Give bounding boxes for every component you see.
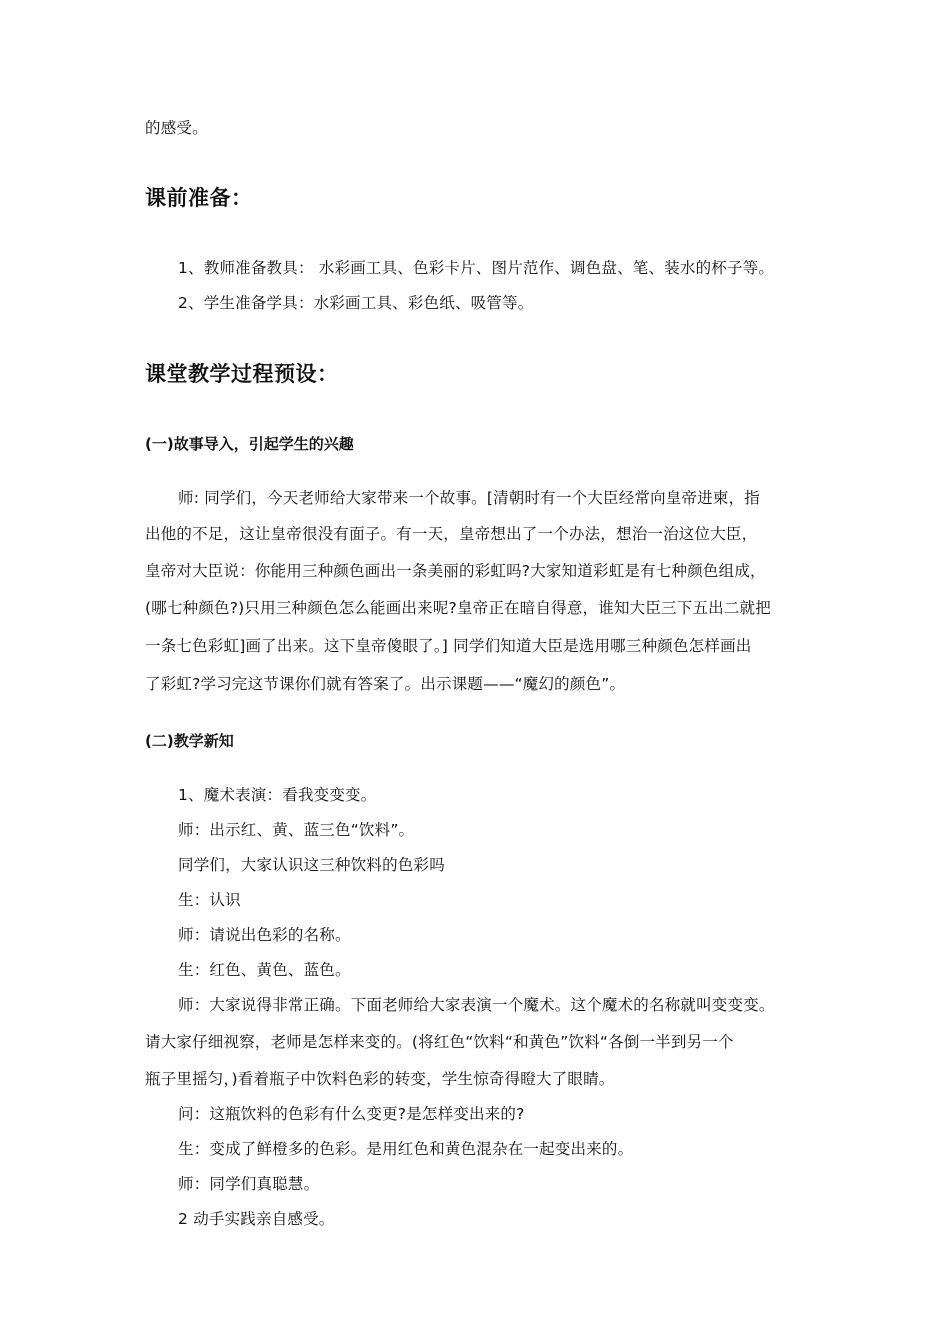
process-heading: 课堂教学过程预设：	[145, 362, 339, 386]
prep-item-1: 1、教师准备教具： 水彩画工具、色彩卡片、图片范作、调色盘、笔、装水的杯子等。	[178, 259, 775, 277]
section2-line: 生：变成了鲜橙多的色彩。是用红色和黄色混杂在一起变出来的。	[178, 1140, 634, 1158]
section2-line: 同学们，大家认识这三种饮料的色彩吗	[178, 856, 445, 874]
section2-line: 生：红色、黄色、蓝色。	[178, 961, 351, 979]
section2-line: 请大家仔细视察，老师是怎样来变的。(将红色“饮料“和黄色”饮料“各倒一半到另一个	[145, 1033, 734, 1051]
section2-line: 生：认识	[178, 891, 241, 909]
section1-paragraph-line: 皇帝对大臣说：你能用三种颜色画出一条美丽的彩虹吗?大家知道彩虹是有七种颜色组成，	[145, 562, 766, 580]
section2-line: 2 动手实践亲自感受。	[178, 1210, 335, 1228]
top-fragment-text: 的感受。	[145, 119, 208, 137]
section1-paragraph-line: (哪七种颜色?)只用三种颜色怎么能画出来呢?皇帝正在暗自得意，谁知大臣三下五出二就把	[145, 599, 771, 617]
section2-line: 问：这瓶饮料的色彩有什么变更?是怎样变出来的?	[178, 1105, 525, 1123]
section1-paragraph-line: 出他的不足，这让皇帝很没有面子。有一天，皇帝想出了一个办法，想治一治这位大臣，	[145, 525, 758, 543]
section2-line: 师：出示红、黄、蓝三色“饮料”。	[178, 821, 415, 839]
section2-line: 师：同学们真聪慧。	[178, 1175, 320, 1193]
section2-line: 师：大家说得非常正确。下面老师给大家表演一个魔术。这个魔术的名称就叫变变变。	[178, 996, 775, 1014]
prep-item-2: 2、学生准备学具：水彩画工具、彩色纸、吸管等。	[178, 294, 534, 312]
section2-line: 1、魔术表演：看我变变变。	[178, 786, 377, 804]
section2-heading: (二)教学新知	[145, 732, 234, 750]
section1-paragraph-line: 师: 同学们，今天老师给大家带来一个故事。[清朝时有一个大臣经常向皇帝进柬，指	[178, 489, 760, 507]
section2-line: 师：请说出色彩的名称。	[178, 926, 351, 944]
section1-paragraph-line: 一条七色彩虹]画了出来。这下皇帝傻眼了。] 同学们知道大臣是选用哪三种颜色怎样画出	[145, 637, 752, 655]
section2-line: 瓶子里摇匀，)看着瓶子中饮料色彩的转变，学生惊奇得瞪大了眼睛。	[145, 1070, 615, 1088]
section1-paragraph-line: 了彩虹?学习完这节课你们就有答案了。出示课题——“魔幻的颜色”。	[145, 675, 626, 693]
prep-heading: 课前准备：	[145, 186, 253, 210]
section1-heading: (一)故事导入，引起学生的兴趣	[145, 435, 354, 453]
